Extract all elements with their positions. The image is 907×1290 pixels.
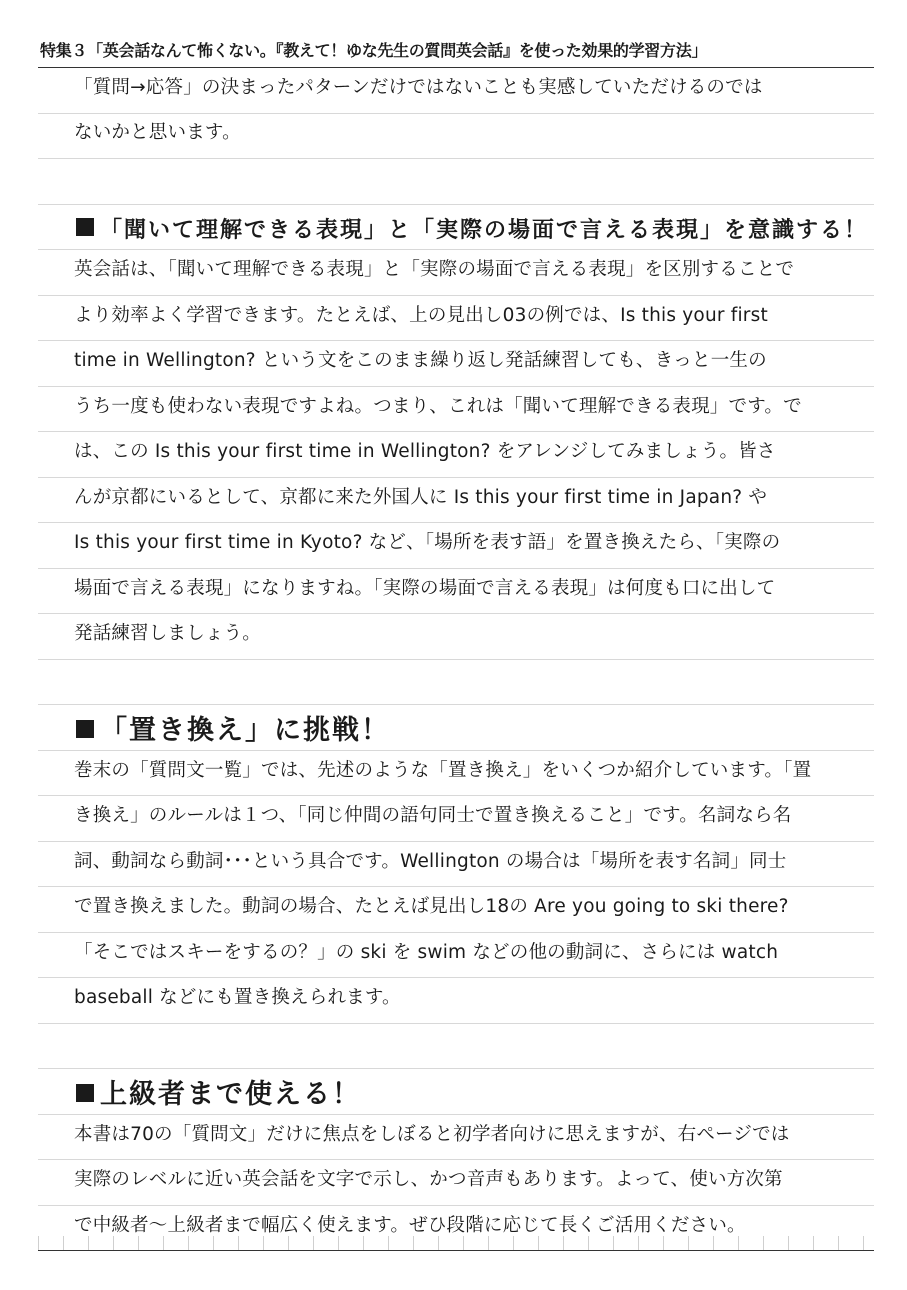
ruled-line: [38, 295, 874, 296]
intro-line: 「質問→応答」の決まったパターンだけではないことも実感していただけるのでは: [74, 77, 763, 98]
body-line: んが京都にいるとして、京都に来た外国人に Is this your first time in Japan? や: [74, 487, 768, 508]
ruled-line: [38, 158, 874, 159]
ruled-line: [38, 113, 874, 114]
body-line: うち一度も使わない表現ですよね。つまり、これは「聞いて理解できる表現」です。で: [74, 396, 802, 417]
body-line: Is this your first time in Kyoto? など、「場所を表す語」を置き換えたら、「実際の: [74, 532, 781, 553]
ruled-line: [38, 1159, 874, 1160]
ruled-line: [38, 568, 874, 569]
body-line: 「そこではスキーをするの？」の ski を swim などの他の動詞に、さらには watch: [74, 942, 779, 963]
body-line: 場面で言える表現」になりますね。「実際の場面で言える表現」は何度も口に出して: [74, 578, 776, 599]
body-line: time in Wellington? という文をこのまま繰り返し発話練習しても、きっと一生の: [74, 350, 767, 371]
body-line: 本書は70の「質問文」だけに焦点をしぼると初学者向けに思えますが、右ページでは: [74, 1124, 790, 1145]
body-line: 実際のレベルに近い英会話を文字で示し、かつ音声もあります。よって、使い方次第: [74, 1169, 783, 1190]
body-line: 詞、動詞なら動詞･･･という具合です。Wellington の場合は「場所を表す名詞」同士: [74, 851, 787, 872]
ruled-line: [38, 613, 874, 614]
ruled-line: [38, 659, 874, 660]
ruled-line: [38, 522, 874, 523]
ruled-line: [38, 249, 874, 250]
square-bullet-icon: [76, 218, 94, 236]
body-line: baseball などにも置き換えられます。: [74, 987, 401, 1008]
body-line: 発話練習しましょう。: [74, 623, 262, 644]
ruled-line: [38, 477, 874, 478]
page-header: 特集３「英会話なんて怖くない。『教えて！ゆな先生の質問英会話』を使った効果的学習方法」: [40, 41, 708, 60]
body-line: で中級者〜上級者まで幅広く使えます。ぜひ段階に応じて長くご活用ください。: [74, 1215, 746, 1236]
ruled-line: [38, 1114, 874, 1115]
section-heading: [76, 714, 390, 748]
ruled-line: [38, 932, 874, 933]
header-rule: [38, 67, 874, 68]
section-heading-text: 上級者まで使える！: [100, 1079, 361, 1110]
ruled-line: [38, 795, 874, 796]
section-heading-text: 「聞いて理解できる表現」と「実際の場面で言える表現」を意識する！: [100, 218, 869, 243]
section-heading-text: 「置き換え」に挑戦！: [100, 715, 390, 746]
ruled-line: [38, 886, 874, 887]
ruled-line: [38, 841, 874, 842]
ruled-line: [38, 340, 874, 341]
intro-line: ないかと思います。: [74, 122, 241, 143]
column-ticks: [38, 1236, 874, 1250]
ruled-line: [38, 750, 874, 751]
ruled-line: [38, 431, 874, 432]
body-line: は、この Is this your first time in Wellington? をアレンジしてみましょう。皆さ: [74, 441, 776, 462]
ruled-line: [38, 1068, 874, 1069]
square-bullet-icon: [76, 720, 94, 738]
body-line: より効率よく学習できます。たとえば、上の見出し03の例では、Is this your first: [74, 305, 768, 326]
body-line: 英会話は、「聞いて理解できる表現」と「実際の場面で言える表現」を区別することで: [74, 259, 795, 280]
ruled-line: [38, 386, 874, 387]
section-heading: [76, 214, 868, 248]
ruled-line: [38, 1023, 874, 1024]
body-line: 巻末の「質問文一覧」では、先述のような「置き換え」をいくつか紹介しています。「置: [74, 760, 812, 781]
ruled-line: [38, 1205, 874, 1206]
body-line: で置き換えました。動詞の場合、たとえば見出し18の Are you going to ski there?: [74, 896, 789, 917]
ruled-line: [38, 977, 874, 978]
square-bullet-icon: [76, 1084, 94, 1102]
bottom-rule: [38, 1250, 874, 1251]
body-line: き換え」のルールは１つ、「同じ仲間の語句同士で置き換えること」です。名詞なら名: [74, 805, 792, 826]
section-heading: [76, 1078, 361, 1112]
ruled-line: [38, 204, 874, 205]
ruled-line: [38, 704, 874, 705]
